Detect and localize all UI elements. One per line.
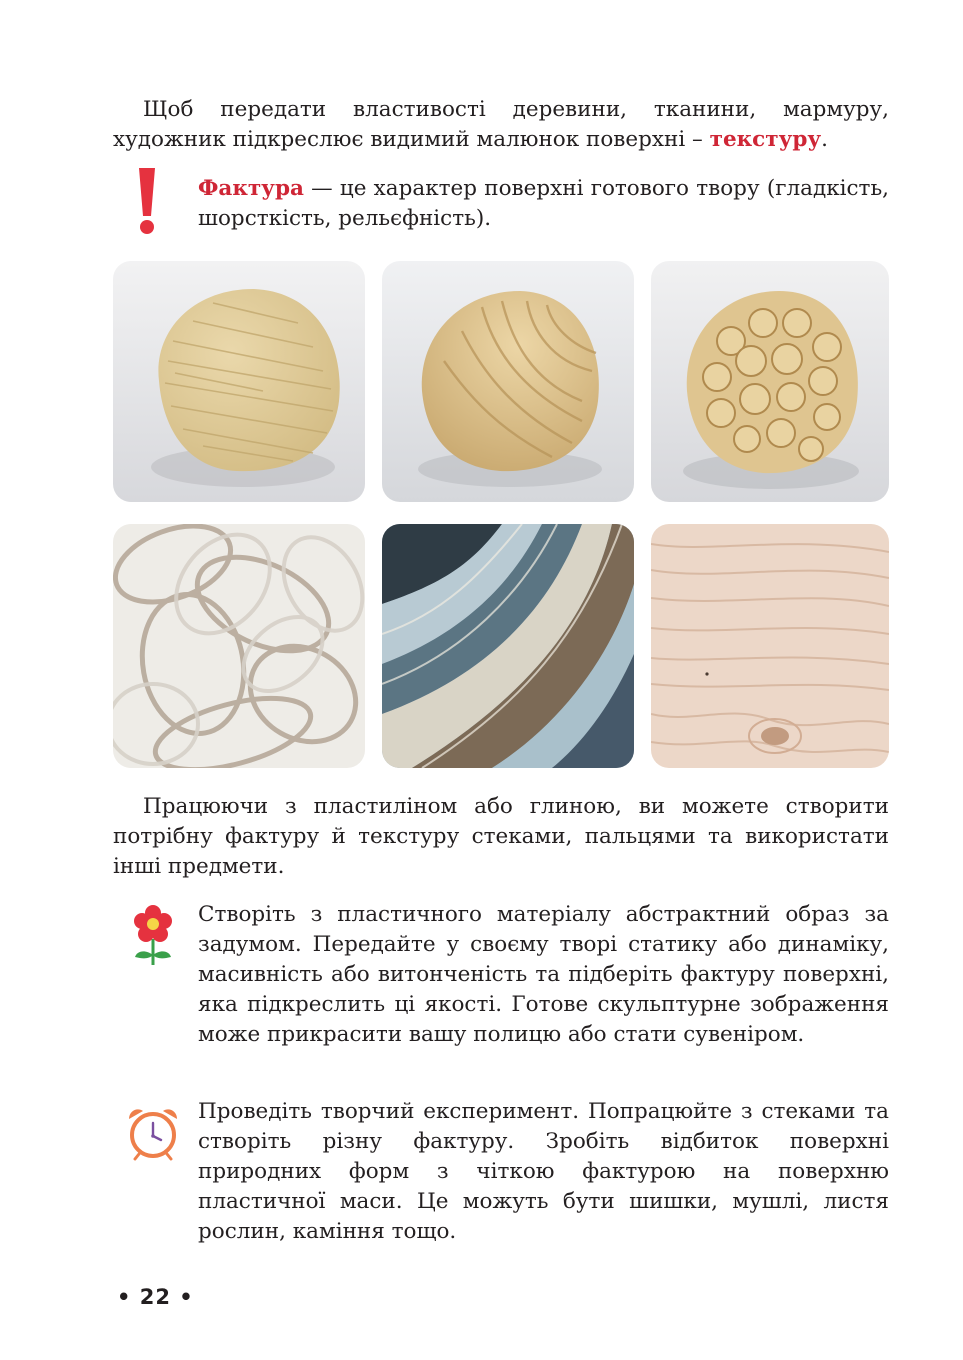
factura-term: Фактура	[198, 176, 304, 201]
task-1: Створіть з пластичного матеріалу абстрактний образ за задумом. Передайте у своєму творі статику або динаміку, масивність або витонченість та підберіть фактуру поверхні, яка підкреслить ці якості. Готове скульптурне зображення може прикрасити вашу полицю або стати сувеніром.	[198, 902, 889, 1047]
definition-paragraph	[198, 174, 889, 234]
flower-icon	[133, 905, 173, 967]
page-number: • 22 •	[117, 1285, 194, 1309]
honeycomb-clay-disc	[651, 261, 889, 502]
exclamation-icon	[134, 166, 160, 236]
swirl-fabric-texture	[113, 524, 365, 768]
task-2: Проведіть творчий експеримент. Попрацюйте з стеками та створіть різну фактуру. Зробіть відбиток поверхні природних форм з чіткою фактурою на поверхню пластичної маси. Це можуть бути шишки, мушлі, листя рослин, каміння тощо.	[198, 1099, 889, 1244]
texture-term: текстуру	[709, 127, 822, 152]
wood-texture	[651, 524, 889, 768]
smooth-clay-disc	[113, 261, 365, 502]
ridged-clay-disc	[382, 261, 634, 502]
definition-text: — це характер поверхні готового твору (гладкість, шорсткість, рельєфність).	[198, 176, 889, 231]
intro-paragraph	[113, 95, 889, 155]
alarm-clock-icon	[125, 1105, 181, 1161]
marble-texture	[382, 524, 634, 768]
intro-end: .	[821, 127, 828, 152]
body-paragraph: Працюючи з пластиліном або глиною, ви можете створити потрібну фактуру й текстуру стеками, пальцями та використати інші предмети.	[113, 794, 889, 879]
intro-text: Щоб передати властивості деревини, тканини, мармуру, художник підкреслює видимий малюнок поверхні –	[113, 97, 889, 152]
